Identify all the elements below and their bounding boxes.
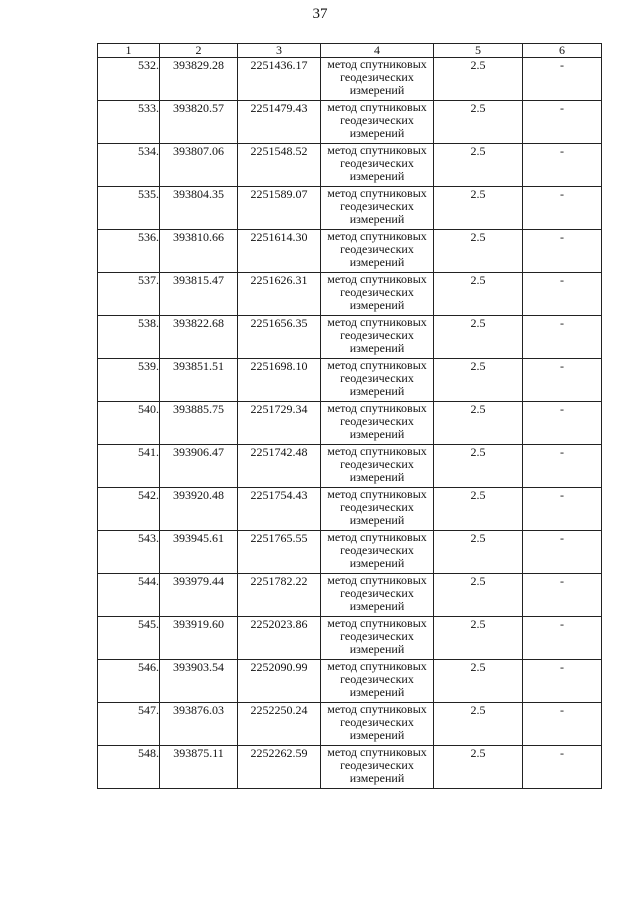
description-cell: -	[523, 187, 602, 230]
y-coordinate-cell: 2252250.24	[238, 703, 321, 746]
description-cell: -	[523, 359, 602, 402]
y-coordinate-cell: 2251589.07	[238, 187, 321, 230]
method-cell: метод спутниковых геодезических измерений	[321, 58, 434, 101]
description-cell: -	[523, 660, 602, 703]
precision-cell: 2.5	[434, 617, 523, 660]
x-coordinate-cell: 393810.66	[160, 230, 238, 273]
precision-cell: 2.5	[434, 144, 523, 187]
description-cell: -	[523, 273, 602, 316]
precision-cell: 2.5	[434, 660, 523, 703]
precision-cell: 2.5	[434, 273, 523, 316]
column-header: 6	[523, 44, 602, 58]
table-row	[98, 531, 602, 574]
point-number-cell: 537.	[98, 273, 160, 316]
x-coordinate-cell: 393876.03	[160, 703, 238, 746]
table-row	[98, 230, 602, 273]
y-coordinate-cell: 2251626.31	[238, 273, 321, 316]
table-row	[98, 488, 602, 531]
point-number-cell: 541.	[98, 445, 160, 488]
description-cell: -	[523, 230, 602, 273]
x-coordinate-cell: 393906.47	[160, 445, 238, 488]
description-cell: -	[523, 617, 602, 660]
table-row	[98, 617, 602, 660]
method-cell: метод спутниковых геодезических измерений	[321, 230, 434, 273]
table-row	[98, 574, 602, 617]
precision-cell: 2.5	[434, 703, 523, 746]
y-coordinate-cell: 2251479.43	[238, 101, 321, 144]
x-coordinate-cell: 393885.75	[160, 402, 238, 445]
table-body	[98, 58, 602, 789]
precision-cell: 2.5	[434, 746, 523, 789]
point-number-cell: 546.	[98, 660, 160, 703]
description-cell: -	[523, 402, 602, 445]
precision-cell: 2.5	[434, 359, 523, 402]
x-coordinate-cell: 393920.48	[160, 488, 238, 531]
precision-cell: 2.5	[434, 101, 523, 144]
column-header: 2	[160, 44, 238, 58]
point-number-cell: 533.	[98, 101, 160, 144]
x-coordinate-cell: 393815.47	[160, 273, 238, 316]
description-cell: -	[523, 316, 602, 359]
method-cell: метод спутниковых геодезических измерений	[321, 359, 434, 402]
y-coordinate-cell: 2251548.52	[238, 144, 321, 187]
point-number-cell: 545.	[98, 617, 160, 660]
precision-cell: 2.5	[434, 402, 523, 445]
method-cell: метод спутниковых геодезических измерений	[321, 746, 434, 789]
x-coordinate-cell: 393820.57	[160, 101, 238, 144]
table-header-row	[98, 44, 602, 58]
method-cell: метод спутниковых геодезических измерений	[321, 144, 434, 187]
x-coordinate-cell: 393903.54	[160, 660, 238, 703]
coordinates-table	[97, 43, 602, 789]
description-cell: -	[523, 144, 602, 187]
y-coordinate-cell: 2251754.43	[238, 488, 321, 531]
precision-cell: 2.5	[434, 187, 523, 230]
precision-cell: 2.5	[434, 230, 523, 273]
y-coordinate-cell: 2251729.34	[238, 402, 321, 445]
table-row	[98, 273, 602, 316]
y-coordinate-cell: 2252023.86	[238, 617, 321, 660]
point-number-cell: 539.	[98, 359, 160, 402]
method-cell: метод спутниковых геодезических измерений	[321, 488, 434, 531]
precision-cell: 2.5	[434, 531, 523, 574]
point-number-cell: 544.	[98, 574, 160, 617]
y-coordinate-cell: 2251742.48	[238, 445, 321, 488]
table-row	[98, 144, 602, 187]
description-cell: -	[523, 531, 602, 574]
description-cell: -	[523, 488, 602, 531]
point-number-cell: 536.	[98, 230, 160, 273]
precision-cell: 2.5	[434, 316, 523, 359]
x-coordinate-cell: 393851.51	[160, 359, 238, 402]
x-coordinate-cell: 393822.68	[160, 316, 238, 359]
x-coordinate-cell: 393804.35	[160, 187, 238, 230]
method-cell: метод спутниковых геодезических измерений	[321, 660, 434, 703]
description-cell: -	[523, 445, 602, 488]
method-cell: метод спутниковых геодезических измерений	[321, 703, 434, 746]
point-number-cell: 543.	[98, 531, 160, 574]
y-coordinate-cell: 2252262.59	[238, 746, 321, 789]
precision-cell: 2.5	[434, 488, 523, 531]
y-coordinate-cell: 2252090.99	[238, 660, 321, 703]
description-cell: -	[523, 101, 602, 144]
table-row	[98, 58, 602, 101]
point-number-cell: 532.	[98, 58, 160, 101]
x-coordinate-cell: 393829.28	[160, 58, 238, 101]
x-coordinate-cell: 393979.44	[160, 574, 238, 617]
page-number: 37	[312, 6, 328, 22]
column-header: 5	[434, 44, 523, 58]
description-cell: -	[523, 746, 602, 789]
table-row	[98, 316, 602, 359]
y-coordinate-cell: 2251656.35	[238, 316, 321, 359]
table-row	[98, 746, 602, 789]
method-cell: метод спутниковых геодезических измерений	[321, 101, 434, 144]
method-cell: метод спутниковых геодезических измерений	[321, 574, 434, 617]
method-cell: метод спутниковых геодезических измерений	[321, 531, 434, 574]
y-coordinate-cell: 2251614.30	[238, 230, 321, 273]
table-row	[98, 660, 602, 703]
y-coordinate-cell: 2251765.55	[238, 531, 321, 574]
y-coordinate-cell: 2251436.17	[238, 58, 321, 101]
method-cell: метод спутниковых геодезических измерений	[321, 617, 434, 660]
point-number-cell: 534.	[98, 144, 160, 187]
table-row	[98, 703, 602, 746]
description-cell: -	[523, 574, 602, 617]
point-number-cell: 540.	[98, 402, 160, 445]
precision-cell: 2.5	[434, 58, 523, 101]
column-header: 3	[238, 44, 321, 58]
precision-cell: 2.5	[434, 574, 523, 617]
x-coordinate-cell: 393945.61	[160, 531, 238, 574]
x-coordinate-cell: 393807.06	[160, 144, 238, 187]
method-cell: метод спутниковых геодезических измерений	[321, 445, 434, 488]
description-cell: -	[523, 58, 602, 101]
y-coordinate-cell: 2251782.22	[238, 574, 321, 617]
method-cell: метод спутниковых геодезических измерений	[321, 402, 434, 445]
precision-cell: 2.5	[434, 445, 523, 488]
point-number-cell: 538.	[98, 316, 160, 359]
point-number-cell: 535.	[98, 187, 160, 230]
point-number-cell: 542.	[98, 488, 160, 531]
method-cell: метод спутниковых геодезических измерений	[321, 187, 434, 230]
point-number-cell: 547.	[98, 703, 160, 746]
table-row	[98, 445, 602, 488]
method-cell: метод спутниковых геодезических измерений	[321, 316, 434, 359]
column-header: 1	[98, 44, 160, 58]
y-coordinate-cell: 2251698.10	[238, 359, 321, 402]
x-coordinate-cell: 393919.60	[160, 617, 238, 660]
point-number-cell: 548.	[98, 746, 160, 789]
x-coordinate-cell: 393875.11	[160, 746, 238, 789]
table-row	[98, 359, 602, 402]
table-row	[98, 187, 602, 230]
table-row	[98, 101, 602, 144]
method-cell: метод спутниковых геодезических измерений	[321, 273, 434, 316]
table-row	[98, 402, 602, 445]
description-cell: -	[523, 703, 602, 746]
column-header: 4	[321, 44, 434, 58]
